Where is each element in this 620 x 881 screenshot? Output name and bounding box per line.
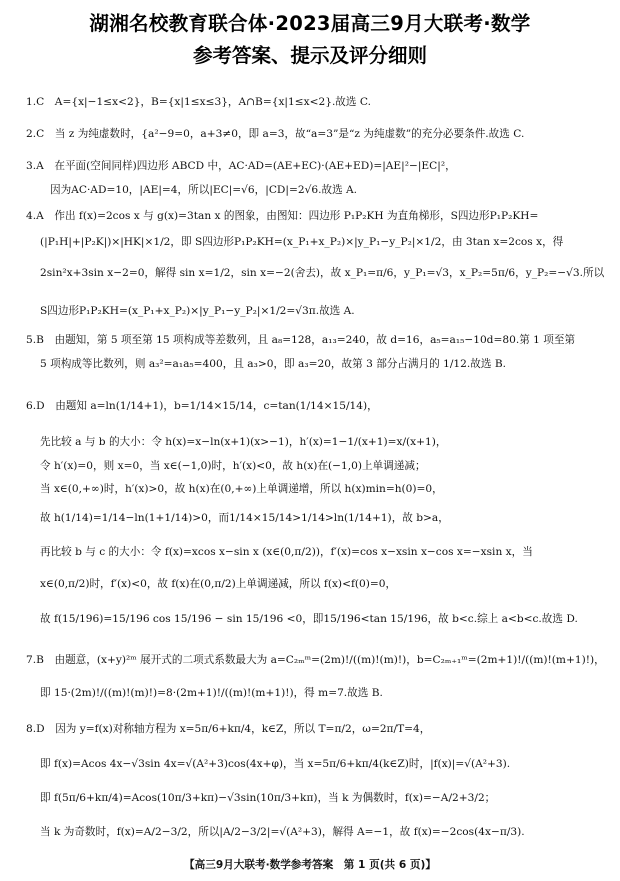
document-title: 湖湘名校教育联合体·2023届高三9月大联考·数学 (89, 12, 531, 35)
answer-line-1: 1.C A={x|−1≤x<2}，B={x|1≤x≤3}，A∩B={x|1≤x<2}.故选 C. (26, 96, 371, 108)
answer-line-14: 当 x∈(0,+∞)时，h′(x)>0，故 h(x)在(0,+∞)上单调递增，所以 h(x)min=h(0)=0， (40, 483, 443, 495)
answer-line-4: 因为AC·AD=10，|AE|=4，所以|EC|=√6，|CD|=2√6.故选 A. (50, 184, 358, 196)
answer-line-23: 即 f(5π/6+kπ/4)=Acos(10π/3+kπ)−√3sin(10π/3+kπ)，当 k 为偶数时，f(x)=−A/2+3/2； (40, 792, 496, 804)
answer-line-21: 8.D 因为 y=f(x)对称轴方程为 x=5π/6+kπ/4，k∈Z，所以 T=π/2，ω=2π/T=4， (26, 723, 431, 735)
answer-line-24: 当 k 为奇数时，f(x)=A/2−3/2，所以|A/2−3/2|=√(A²+3)，解得 A=−1，故 f(x)=−2cos(4x−π/3). (40, 826, 525, 838)
answer-line-6: (|P₁H|+|P₂K|)×|HK|×1/2，即 S四边形P₁P₂KH=(x_P₁+x_P₂)×|y_P₁−y_P₂|×1/2，由 3tan x=2cos x，得 (40, 236, 564, 248)
answer-line-11: 6.D 由题知 a=ln(1/14+1)，b=1/14×15/14，c=tan(1/14×15/14)， (26, 400, 378, 412)
answer-line-9: 5.B 由题知，第 5 项至第 15 项构成等差数列，且 a₈=128，a₁₃=240，故 d=16，a₅=a₁₅−10d=80.第 1 项至第 (26, 334, 576, 346)
answer-line-12: 先比较 a 与 b 的大小：令 h(x)=x−ln(x+1)(x>−1)，h′(x)=1−1/(x+1)=x/(x+1)， (40, 436, 447, 448)
answer-line-5: 4.A 作出 f(x)=2cos x 与 g(x)=3tan x 的图象，由图知：四边形 P₁P₂KH 为直角梯形，S四边形P₁P₂KH= (26, 210, 539, 222)
answer-line-3: 3.A 在平面(空间同样)四边形 ABCD 中，AC·AD=(AE+EC)·(AE+ED)=|AE|²−|EC|²， (26, 160, 456, 172)
document-subtitle: 参考答案、提示及评分细则 (192, 44, 427, 67)
page-footer: 【高三9月大联考·数学参考答案 第 1 页(共 6 页)】 (184, 859, 436, 871)
answer-line-22: 即 f(x)=Acos 4x−√3sin 4x=√(A²+3)cos(4x+φ)，当 x=5π/6+kπ/4(k∈Z)时，|f(x)|=√(A²+3). (40, 758, 511, 770)
answer-line-15: 故 h(1/14)=1/14−ln(1+1/14)>0，而1/14×15/14>1/14>ln(1/14+1)，故 b>a， (40, 512, 449, 524)
answer-line-18: 故 f(15/196)=15/196 cos 15/196 − sin 15/196 <0，即15/196<tan 15/196，故 b<c.综上 a<b<c.故选 D. (40, 613, 578, 625)
answer-line-7: 2sin²x+3sin x−2=0，解得 sin x=1/2，sin x=−2(舍去)，故 x_P₁=π/6，y_P₁=√3，x_P₂=5π/6，y_P₂=−√3.所以 (40, 267, 605, 279)
answer-line-19: 7.B 由题意，(x+y)²ᵐ 展开式的二项式系数最大为 a=C₂ₘᵐ=(2m)!/((m)!(m)!)，b=C₂ₘ₊₁ᵐ=(2m+1)!/((m)!(m+1)!)， (26, 654, 605, 666)
answer-line-17: x∈(0,π/2)时，f′(x)<0，故 f(x)在(0,π/2)上单调递减，所以 f(x)<f(0)=0， (40, 578, 397, 590)
answer-line-8: S四边形P₁P₂KH=(x_P₁+x_P₂)×|y_P₁−y_P₂|×1/2=√3π.故选 A. (40, 305, 355, 317)
answer-line-16: 再比较 b 与 c 的大小：令 f(x)=xcos x−sin x (x∈(0,π/2))，f′(x)=cos x−xsin x−cos x=−xsin x，当 (40, 546, 533, 558)
answer-line-20: 即 15·(2m)!/((m)!(m)!)=8·(2m+1)!/((m)!(m+1)!)，得 m=7.故选 B. (40, 687, 383, 699)
answer-line-13: 令 h′(x)=0，则 x=0，当 x∈(−1,0)时，h′(x)<0，故 h(x)在(−1,0)上单调递减； (40, 460, 426, 472)
answer-line-2: 2.C 当 z 为纯虚数时，{a²−9=0，a+3≠0，即 a=3，故“a=3”是“z 为纯虚数”的充分必要条件.故选 C. (26, 128, 525, 140)
answer-line-10: 5 项构成等比数列，则 a₃²=a₁a₅=400，且 a₃>0，即 a₃=20，故第 3 部分占满月的 1/12.故选 B. (40, 358, 506, 370)
